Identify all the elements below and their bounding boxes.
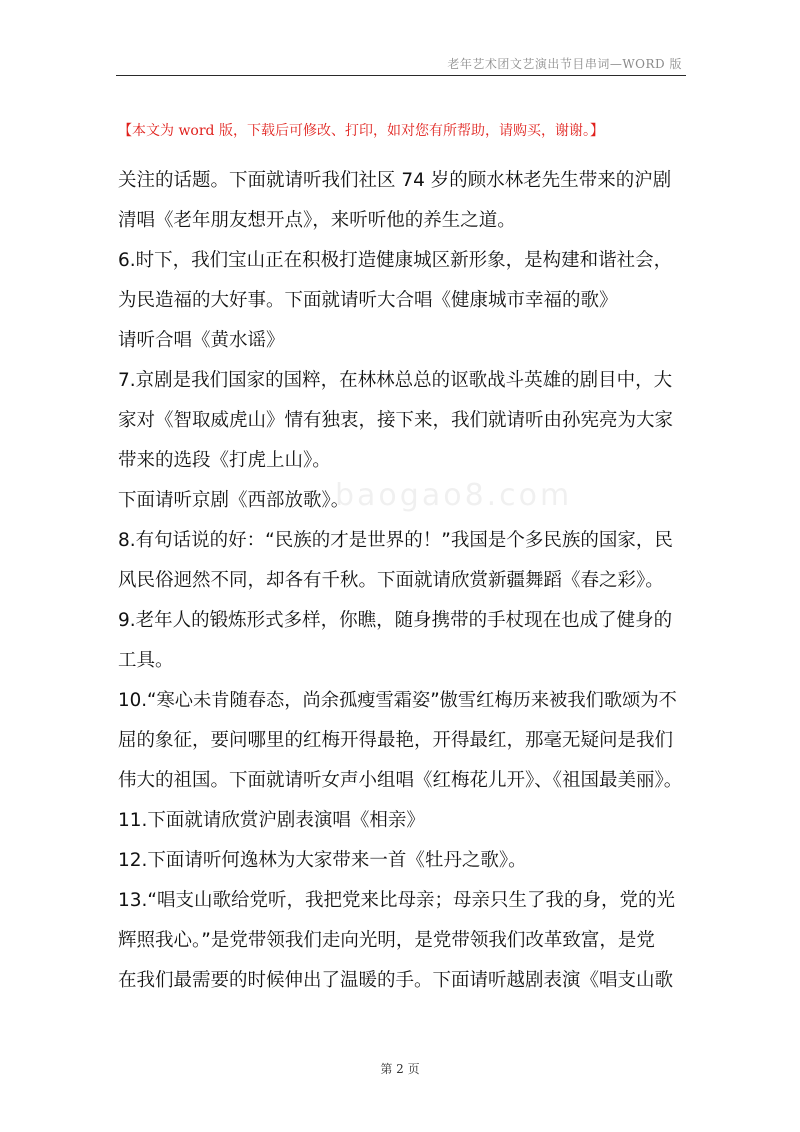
body-line: 下面请听京剧《西部放歌》。 bbox=[118, 490, 350, 511]
body-line: 11.下面就请欣赏沪剧表演唱《相亲》 bbox=[118, 810, 425, 831]
body-line: 在我们最需要的时候伸出了温暖的手。下面请听越剧表演《唱支山歌 bbox=[118, 970, 674, 991]
body-line: 伟大的祖国。下面就请听女声小组唱《红梅花儿开》、《祖国最美丽》。 bbox=[118, 770, 683, 791]
body-line: 家对《智取威虎山》情有独衷，接下来，我们就请听由孙宪亮为大家 bbox=[118, 410, 674, 431]
purchase-notice: 【本文为 word 版，下载后可修改、打印，如对您有所帮助，请购买，谢谢。】 bbox=[118, 123, 604, 139]
watermark: baogao8.com bbox=[335, 478, 573, 513]
body-line: 辉照我心。”是党带领我们走向光明，是党带领我们改革致富，是党 bbox=[118, 930, 655, 951]
body-line: 风民俗迥然不同，却各有千秋。下面就请欣赏新疆舞蹈《春之彩》。 bbox=[118, 570, 664, 591]
body-line: 关注的话题。下面就请听我们社区 74 岁的顾水林老先生带来的沪剧 bbox=[118, 170, 672, 191]
body-line: 带来的选段《打虎上山》。 bbox=[118, 450, 331, 471]
body-line: 7.京剧是我们国家的国粹，在林林总总的讴歌战斗英雄的剧目中，大 bbox=[118, 370, 673, 391]
body-line: 8.有句话说的好：“民族的才是世界的！”我国是个多民族的国家，民 bbox=[118, 530, 673, 551]
page-number: 第 2 页 bbox=[380, 1062, 420, 1076]
body-line: 10.“寒心未肯随春态，尚余孤瘦雪霜姿”傲雪红梅历来被我们歌颂为不 bbox=[118, 690, 677, 711]
body-line: 13.“唱支山歌给党听，我把党来比母亲；母亲只生了我的身，党的光 bbox=[118, 890, 676, 911]
body-line: 为民造福的大好事。下面就请听大合唱《健康城市幸福的歌》 bbox=[118, 290, 618, 311]
body-line: 清唱《老年朋友想开点》，来听听他的养生之道。 bbox=[118, 210, 516, 231]
document-header-title: 老年艺术团文艺演出节目串词—WORD 版 bbox=[447, 57, 682, 71]
document-body bbox=[118, 161, 684, 1001]
body-line: 请听合唱《黄水谣》 bbox=[118, 330, 285, 351]
body-line: 工具。 bbox=[118, 650, 174, 671]
body-line: 6.时下，我们宝山正在积极打造健康城区新形象，是构建和谐社会， bbox=[118, 250, 673, 271]
body-line: 9.老年人的锻炼形式多样，你瞧，随身携带的手杖现在也成了健身的 bbox=[118, 610, 673, 631]
header-divider bbox=[116, 75, 686, 76]
body-line: 屈的象征，要问哪里的红梅开得最艳，开得最红，那毫无疑问是我们 bbox=[118, 730, 674, 751]
body-line: 12.下面请听何逸林为大家带来一首《牡丹之歌》。 bbox=[118, 850, 527, 871]
